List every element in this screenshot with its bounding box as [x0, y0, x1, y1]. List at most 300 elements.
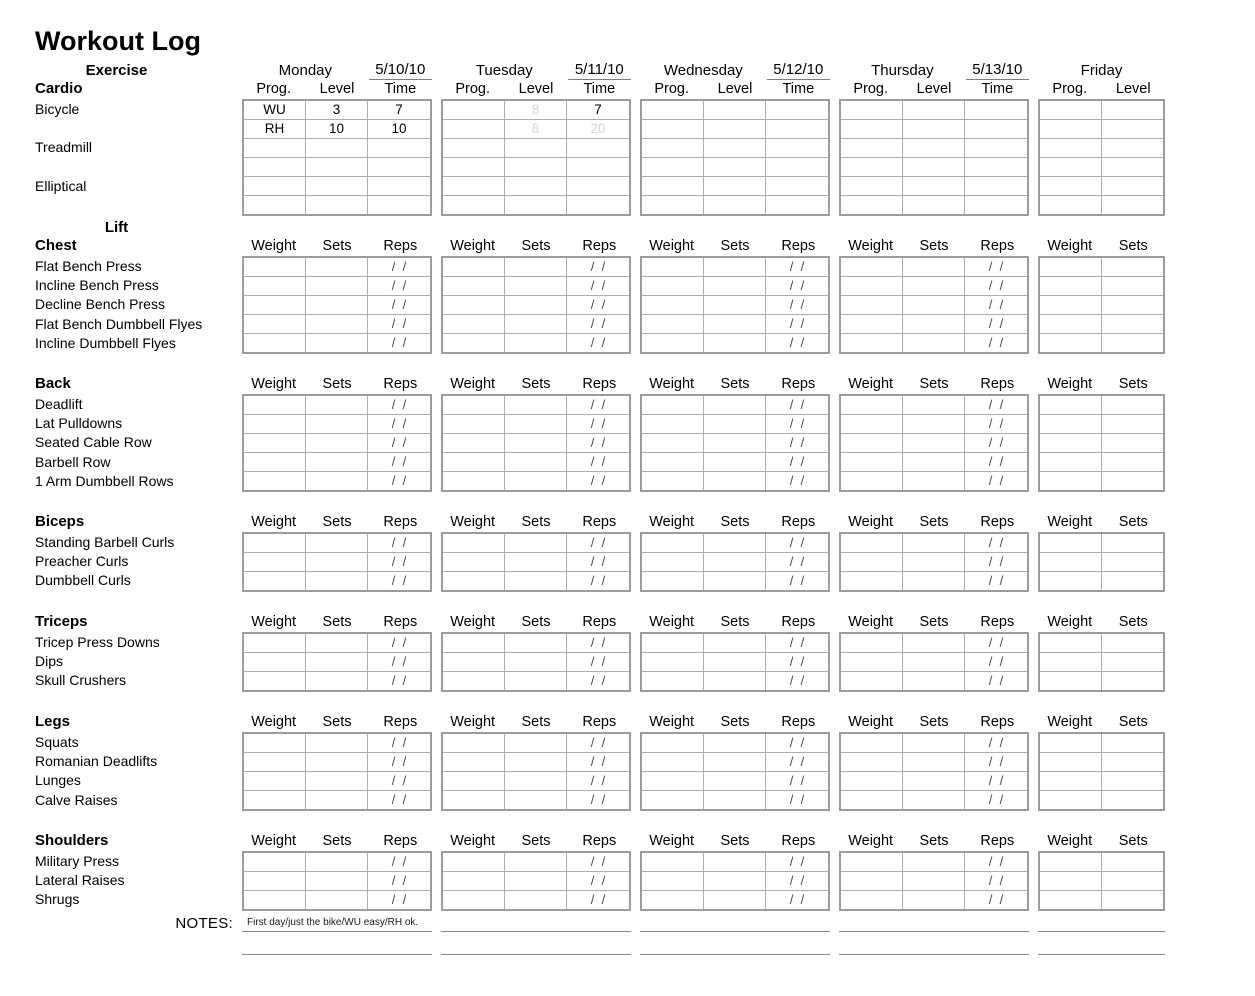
reps-placeholder-cell[interactable]: / / — [567, 415, 629, 434]
grid-cell[interactable] — [1102, 572, 1164, 590]
grid-cell[interactable] — [306, 872, 368, 891]
grid-cell[interactable] — [1102, 434, 1164, 453]
reps-placeholder-cell[interactable]: / / — [368, 553, 430, 572]
reps-placeholder-cell[interactable]: / / — [789, 792, 805, 807]
grid-cell[interactable] — [244, 139, 306, 158]
grid-cell[interactable] — [903, 177, 965, 196]
grid-cell[interactable] — [704, 791, 766, 809]
reps-placeholder-cell[interactable]: / / — [988, 573, 1004, 588]
grid-cell[interactable] — [306, 158, 368, 177]
grid-cell[interactable] — [642, 634, 704, 653]
grid-cell[interactable] — [642, 296, 704, 315]
grid-cell[interactable] — [567, 158, 629, 177]
grid-cell[interactable] — [841, 634, 903, 653]
grid-cell[interactable] — [766, 196, 828, 214]
grid-cell[interactable] — [903, 139, 965, 158]
grid-cell[interactable] — [244, 572, 306, 590]
grid-cell[interactable] — [903, 158, 965, 177]
grid-cell[interactable] — [505, 891, 567, 909]
reps-placeholder-cell[interactable]: / / — [789, 573, 805, 588]
grid-cell[interactable] — [244, 734, 306, 753]
grid-cell[interactable] — [642, 196, 704, 214]
grid-cell[interactable] — [1040, 158, 1102, 177]
grid-cell[interactable] — [841, 572, 903, 590]
grid-cell[interactable] — [704, 120, 766, 139]
grid-cell[interactable] — [368, 177, 430, 196]
grid-cell[interactable] — [244, 791, 306, 809]
grid-cell[interactable] — [1040, 472, 1102, 490]
grid-cell[interactable] — [505, 872, 567, 891]
value-cell[interactable]: 7 — [567, 101, 629, 120]
grid-cell[interactable] — [306, 753, 368, 772]
grid-cell[interactable] — [443, 572, 505, 590]
grid-cell[interactable] — [306, 196, 368, 214]
reps-placeholder-cell[interactable]: / / — [766, 296, 828, 315]
grid-cell[interactable] — [1102, 334, 1164, 352]
reps-placeholder-cell[interactable]: / / — [988, 792, 1004, 807]
grid-cell[interactable] — [841, 415, 903, 434]
grid-cell[interactable] — [642, 177, 704, 196]
grid-cell[interactable] — [244, 553, 306, 572]
grid-cell[interactable] — [443, 101, 505, 120]
value-cell[interactable]: 7 — [368, 101, 430, 120]
grid-cell[interactable] — [642, 434, 704, 453]
grid-cell[interactable] — [1102, 120, 1164, 139]
reps-placeholder-cell[interactable]: / / — [567, 315, 629, 334]
reps-placeholder-cell[interactable]: / / — [567, 753, 629, 772]
grid-cell[interactable] — [642, 553, 704, 572]
grid-cell[interactable] — [841, 139, 903, 158]
grid-cell[interactable] — [642, 791, 704, 809]
grid-cell[interactable] — [841, 791, 903, 809]
grid-cell[interactable] — [1102, 177, 1164, 196]
grid-cell[interactable] — [704, 772, 766, 791]
reps-placeholder-cell[interactable]: / / — [789, 335, 805, 350]
grid-cell[interactable] — [1102, 415, 1164, 434]
grid-cell[interactable] — [244, 472, 306, 490]
reps-placeholder-cell[interactable]: / / — [965, 453, 1027, 472]
grid-cell[interactable] — [244, 334, 306, 352]
grid-cell[interactable] — [903, 653, 965, 672]
grid-cell[interactable] — [704, 872, 766, 891]
reps-placeholder-cell[interactable]: / / — [368, 434, 430, 453]
grid-cell[interactable] — [903, 334, 965, 352]
grid-cell[interactable] — [841, 296, 903, 315]
grid-cell[interactable] — [244, 196, 306, 214]
grid-cell[interactable] — [642, 120, 704, 139]
grid-cell[interactable] — [1040, 101, 1102, 120]
grid-cell[interactable] — [903, 734, 965, 753]
reps-placeholder-cell[interactable]: / / — [965, 772, 1027, 791]
grid-cell[interactable] — [642, 258, 704, 277]
notes-line[interactable] — [242, 938, 432, 955]
reps-placeholder-cell[interactable]: / / — [368, 415, 430, 434]
grid-cell[interactable] — [306, 258, 368, 277]
grid-cell[interactable] — [704, 434, 766, 453]
value-cell[interactable]: 10 — [306, 120, 368, 139]
grid-cell[interactable] — [368, 158, 430, 177]
grid-cell[interactable] — [443, 772, 505, 791]
grid-cell[interactable] — [1102, 196, 1164, 214]
reps-placeholder-cell[interactable]: / / — [965, 434, 1027, 453]
reps-placeholder-cell[interactable]: / / — [590, 673, 606, 688]
reps-placeholder-cell[interactable]: / / — [965, 315, 1027, 334]
grid-cell[interactable] — [244, 434, 306, 453]
grid-cell[interactable] — [505, 572, 567, 590]
grid-cell[interactable] — [642, 396, 704, 415]
reps-placeholder-cell[interactable]: / / — [567, 277, 629, 296]
grid-cell[interactable] — [903, 572, 965, 590]
grid-cell[interactable] — [704, 415, 766, 434]
grid-cell[interactable] — [903, 196, 965, 214]
grid-cell[interactable] — [306, 396, 368, 415]
grid-cell[interactable] — [1040, 434, 1102, 453]
reps-placeholder-cell[interactable]: / / — [965, 296, 1027, 315]
grid-cell[interactable] — [306, 791, 368, 809]
notes-line[interactable] — [640, 915, 830, 932]
grid-cell[interactable] — [443, 472, 505, 490]
reps-placeholder-cell[interactable]: / / — [567, 853, 629, 872]
reps-placeholder-cell[interactable]: / / — [965, 753, 1027, 772]
notes-line[interactable] — [1038, 915, 1165, 932]
grid-cell[interactable] — [244, 753, 306, 772]
value-cell[interactable]: 10 — [368, 120, 430, 139]
grid-cell[interactable] — [505, 653, 567, 672]
grid-cell[interactable] — [642, 772, 704, 791]
grid-cell[interactable] — [306, 277, 368, 296]
grid-cell[interactable] — [704, 653, 766, 672]
grid-cell[interactable] — [306, 315, 368, 334]
reps-placeholder-cell[interactable]: / / — [391, 673, 407, 688]
grid-cell[interactable] — [244, 177, 306, 196]
grid-cell[interactable] — [443, 434, 505, 453]
grid-cell[interactable] — [443, 853, 505, 872]
reps-placeholder-cell[interactable]: / / — [567, 653, 629, 672]
grid-cell[interactable] — [306, 453, 368, 472]
grid-cell[interactable] — [704, 139, 766, 158]
grid-cell[interactable] — [965, 177, 1027, 196]
grid-cell[interactable] — [841, 334, 903, 352]
reps-placeholder-cell[interactable]: / / — [766, 734, 828, 753]
grid-cell[interactable] — [704, 396, 766, 415]
reps-placeholder-cell[interactable]: / / — [567, 453, 629, 472]
reps-placeholder-cell[interactable]: / / — [368, 653, 430, 672]
grid-cell[interactable] — [1040, 139, 1102, 158]
grid-cell[interactable] — [1102, 101, 1164, 120]
reps-placeholder-cell[interactable]: / / — [789, 892, 805, 907]
grid-cell[interactable] — [841, 101, 903, 120]
grid-cell[interactable] — [965, 158, 1027, 177]
grid-cell[interactable] — [443, 158, 505, 177]
grid-cell[interactable] — [505, 258, 567, 277]
value-cell[interactable]: 8 — [505, 120, 567, 139]
reps-placeholder-cell[interactable]: / / — [368, 872, 430, 891]
grid-cell[interactable] — [443, 553, 505, 572]
grid-cell[interactable] — [704, 177, 766, 196]
grid-cell[interactable] — [505, 634, 567, 653]
value-cell[interactable]: 3 — [306, 101, 368, 120]
grid-cell[interactable] — [244, 453, 306, 472]
grid-cell[interactable] — [642, 158, 704, 177]
grid-cell[interactable] — [244, 772, 306, 791]
grid-cell[interactable] — [841, 853, 903, 872]
grid-cell[interactable] — [306, 734, 368, 753]
grid-cell[interactable] — [306, 891, 368, 909]
grid-cell[interactable] — [1040, 772, 1102, 791]
reps-placeholder-cell[interactable]: / / — [766, 853, 828, 872]
reps-placeholder-cell[interactable]: / / — [766, 434, 828, 453]
grid-cell[interactable] — [244, 258, 306, 277]
grid-cell[interactable] — [704, 296, 766, 315]
reps-placeholder-cell[interactable]: / / — [766, 415, 828, 434]
grid-cell[interactable] — [1102, 315, 1164, 334]
reps-placeholder-cell[interactable]: / / — [567, 772, 629, 791]
grid-cell[interactable] — [903, 277, 965, 296]
grid-cell[interactable] — [704, 315, 766, 334]
notes-line[interactable] — [441, 938, 631, 955]
grid-cell[interactable] — [505, 772, 567, 791]
grid-cell[interactable] — [567, 177, 629, 196]
grid-cell[interactable] — [505, 334, 567, 352]
grid-cell[interactable] — [903, 453, 965, 472]
grid-cell[interactable] — [903, 296, 965, 315]
grid-cell[interactable] — [505, 177, 567, 196]
grid-cell[interactable] — [704, 101, 766, 120]
grid-cell[interactable] — [1040, 853, 1102, 872]
grid-cell[interactable] — [244, 315, 306, 334]
grid-cell[interactable] — [841, 772, 903, 791]
grid-cell[interactable] — [1102, 772, 1164, 791]
grid-cell[interactable] — [1040, 120, 1102, 139]
grid-cell[interactable] — [306, 772, 368, 791]
grid-cell[interactable] — [1102, 872, 1164, 891]
grid-cell[interactable] — [704, 891, 766, 909]
grid-cell[interactable] — [505, 534, 567, 553]
grid-cell[interactable] — [704, 853, 766, 872]
grid-cell[interactable] — [841, 158, 903, 177]
grid-cell[interactable] — [642, 753, 704, 772]
grid-cell[interactable] — [505, 158, 567, 177]
grid-cell[interactable] — [704, 277, 766, 296]
grid-cell[interactable] — [642, 101, 704, 120]
notes-line[interactable] — [640, 938, 830, 955]
reps-placeholder-cell[interactable]: / / — [965, 277, 1027, 296]
grid-cell[interactable] — [443, 396, 505, 415]
grid-cell[interactable] — [1040, 453, 1102, 472]
grid-cell[interactable] — [903, 315, 965, 334]
grid-cell[interactable] — [443, 891, 505, 909]
reps-placeholder-cell[interactable]: / / — [766, 453, 828, 472]
reps-placeholder-cell[interactable]: / / — [988, 892, 1004, 907]
grid-cell[interactable] — [841, 434, 903, 453]
reps-placeholder-cell[interactable]: / / — [590, 573, 606, 588]
grid-cell[interactable] — [903, 553, 965, 572]
grid-cell[interactable] — [903, 772, 965, 791]
grid-cell[interactable] — [1040, 791, 1102, 809]
grid-cell[interactable] — [1040, 753, 1102, 772]
grid-cell[interactable] — [965, 139, 1027, 158]
grid-cell[interactable] — [903, 472, 965, 490]
grid-cell[interactable] — [903, 891, 965, 909]
grid-cell[interactable] — [903, 258, 965, 277]
reps-placeholder-cell[interactable]: / / — [368, 315, 430, 334]
grid-cell[interactable] — [841, 315, 903, 334]
grid-cell[interactable] — [704, 453, 766, 472]
grid-cell[interactable] — [1102, 734, 1164, 753]
grid-cell[interactable] — [841, 396, 903, 415]
grid-cell[interactable] — [1102, 139, 1164, 158]
reps-placeholder-cell[interactable]: / / — [965, 258, 1027, 277]
grid-cell[interactable] — [841, 120, 903, 139]
grid-cell[interactable] — [903, 415, 965, 434]
grid-cell[interactable] — [1102, 553, 1164, 572]
grid-cell[interactable] — [1040, 258, 1102, 277]
grid-cell[interactable] — [505, 139, 567, 158]
grid-cell[interactable] — [244, 158, 306, 177]
grid-cell[interactable] — [903, 753, 965, 772]
reps-placeholder-cell[interactable]: / / — [368, 453, 430, 472]
grid-cell[interactable] — [306, 334, 368, 352]
grid-cell[interactable] — [642, 472, 704, 490]
grid-cell[interactable] — [704, 196, 766, 214]
grid-cell[interactable] — [965, 196, 1027, 214]
grid-cell[interactable] — [1040, 872, 1102, 891]
grid-cell[interactable] — [443, 120, 505, 139]
grid-cell[interactable] — [1102, 634, 1164, 653]
grid-cell[interactable] — [841, 196, 903, 214]
value-cell[interactable]: RH — [244, 120, 306, 139]
grid-cell[interactable] — [306, 139, 368, 158]
grid-cell[interactable] — [642, 653, 704, 672]
grid-cell[interactable] — [1040, 396, 1102, 415]
grid-cell[interactable] — [567, 139, 629, 158]
grid-cell[interactable] — [244, 872, 306, 891]
grid-cell[interactable] — [306, 177, 368, 196]
grid-cell[interactable] — [1102, 472, 1164, 490]
reps-placeholder-cell[interactable]: / / — [766, 396, 828, 415]
reps-placeholder-cell[interactable]: / / — [567, 258, 629, 277]
reps-placeholder-cell[interactable]: / / — [368, 258, 430, 277]
grid-cell[interactable] — [704, 258, 766, 277]
grid-cell[interactable] — [642, 872, 704, 891]
grid-cell[interactable] — [1102, 534, 1164, 553]
grid-cell[interactable] — [841, 534, 903, 553]
notes-line[interactable] — [839, 915, 1029, 932]
grid-cell[interactable] — [306, 634, 368, 653]
grid-cell[interactable] — [505, 196, 567, 214]
grid-cell[interactable] — [903, 634, 965, 653]
grid-cell[interactable] — [1102, 396, 1164, 415]
grid-cell[interactable] — [567, 196, 629, 214]
grid-cell[interactable] — [306, 296, 368, 315]
reps-placeholder-cell[interactable]: / / — [391, 792, 407, 807]
reps-placeholder-cell[interactable]: / / — [766, 772, 828, 791]
grid-cell[interactable] — [244, 277, 306, 296]
reps-placeholder-cell[interactable]: / / — [567, 296, 629, 315]
reps-placeholder-cell[interactable]: / / — [965, 396, 1027, 415]
grid-cell[interactable] — [1040, 315, 1102, 334]
grid-cell[interactable] — [505, 472, 567, 490]
grid-cell[interactable] — [505, 553, 567, 572]
grid-cell[interactable] — [443, 653, 505, 672]
grid-cell[interactable] — [505, 672, 567, 690]
grid-cell[interactable] — [443, 753, 505, 772]
grid-cell[interactable] — [903, 534, 965, 553]
grid-cell[interactable] — [704, 734, 766, 753]
grid-cell[interactable] — [505, 277, 567, 296]
grid-cell[interactable] — [642, 453, 704, 472]
grid-cell[interactable] — [642, 891, 704, 909]
reps-placeholder-cell[interactable]: / / — [368, 734, 430, 753]
grid-cell[interactable] — [1040, 277, 1102, 296]
grid-cell[interactable] — [505, 434, 567, 453]
value-cell[interactable]: 20 — [567, 120, 629, 139]
grid-cell[interactable] — [443, 534, 505, 553]
reps-placeholder-cell[interactable]: / / — [368, 396, 430, 415]
grid-cell[interactable] — [766, 158, 828, 177]
grid-cell[interactable] — [443, 634, 505, 653]
grid-cell[interactable] — [841, 653, 903, 672]
grid-cell[interactable] — [1040, 296, 1102, 315]
reps-placeholder-cell[interactable]: / / — [766, 553, 828, 572]
reps-placeholder-cell[interactable]: / / — [766, 258, 828, 277]
reps-placeholder-cell[interactable]: / / — [988, 473, 1004, 488]
grid-cell[interactable] — [1102, 891, 1164, 909]
grid-cell[interactable] — [306, 415, 368, 434]
grid-cell[interactable] — [505, 791, 567, 809]
grid-cell[interactable] — [841, 453, 903, 472]
reps-placeholder-cell[interactable]: / / — [965, 853, 1027, 872]
reps-placeholder-cell[interactable]: / / — [965, 415, 1027, 434]
grid-cell[interactable] — [642, 415, 704, 434]
grid-cell[interactable] — [505, 315, 567, 334]
grid-cell[interactable] — [443, 139, 505, 158]
reps-placeholder-cell[interactable]: / / — [368, 634, 430, 653]
grid-cell[interactable] — [766, 120, 828, 139]
grid-cell[interactable] — [244, 396, 306, 415]
grid-cell[interactable] — [1102, 158, 1164, 177]
grid-cell[interactable] — [1040, 891, 1102, 909]
grid-cell[interactable] — [443, 258, 505, 277]
value-cell[interactable]: 8 — [505, 101, 567, 120]
grid-cell[interactable] — [704, 572, 766, 590]
grid-cell[interactable] — [704, 553, 766, 572]
grid-cell[interactable] — [1040, 634, 1102, 653]
grid-cell[interactable] — [505, 296, 567, 315]
reps-placeholder-cell[interactable]: / / — [766, 653, 828, 672]
grid-cell[interactable] — [1102, 653, 1164, 672]
grid-cell[interactable] — [244, 891, 306, 909]
grid-cell[interactable] — [244, 672, 306, 690]
grid-cell[interactable] — [443, 334, 505, 352]
grid-cell[interactable] — [841, 472, 903, 490]
grid-cell[interactable] — [443, 415, 505, 434]
grid-cell[interactable] — [443, 672, 505, 690]
grid-cell[interactable] — [306, 572, 368, 590]
grid-cell[interactable] — [704, 472, 766, 490]
grid-cell[interactable] — [1040, 572, 1102, 590]
grid-cell[interactable] — [903, 791, 965, 809]
reps-placeholder-cell[interactable]: / / — [789, 673, 805, 688]
grid-cell[interactable] — [642, 277, 704, 296]
grid-cell[interactable] — [443, 872, 505, 891]
grid-cell[interactable] — [642, 853, 704, 872]
reps-placeholder-cell[interactable]: / / — [590, 792, 606, 807]
grid-cell[interactable] — [642, 315, 704, 334]
grid-cell[interactable] — [443, 791, 505, 809]
reps-placeholder-cell[interactable]: / / — [965, 653, 1027, 672]
reps-placeholder-cell[interactable]: / / — [567, 734, 629, 753]
